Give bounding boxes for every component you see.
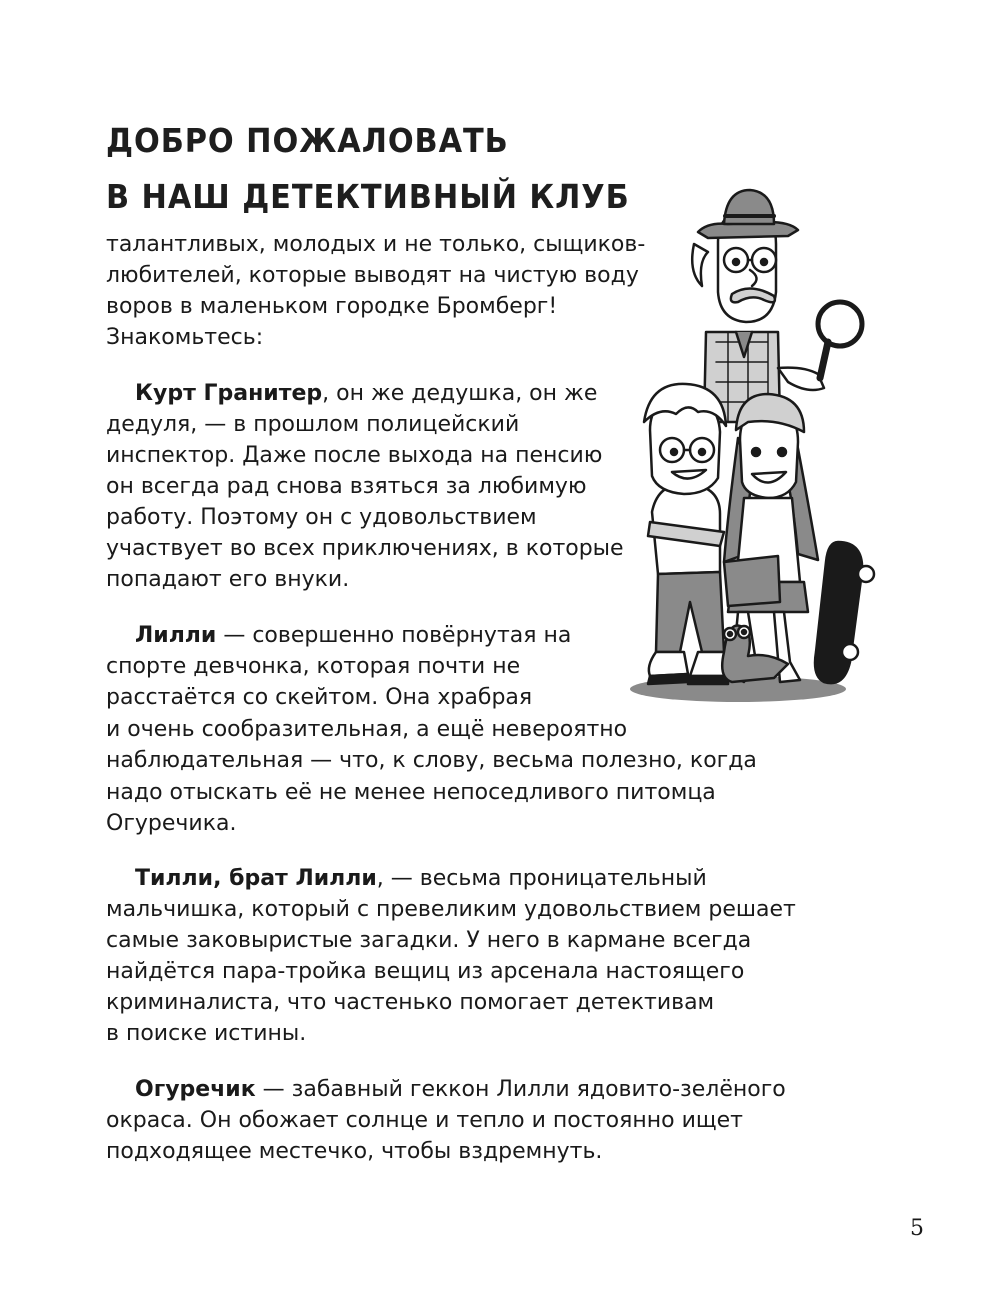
detectives-illustration-icon	[628, 182, 888, 712]
intro-line: талантливых, молодых и не только, сыщиков-	[106, 232, 646, 257]
ogurechik-line: окраса. Он обожает солнце и тепло и постоянно ищет	[106, 1108, 743, 1133]
tilli-paragraph-first-line	[135, 863, 707, 894]
lilli-line: наблюдательная — что, к слову, весьма полезно, когда	[106, 748, 757, 773]
tilli-figure	[644, 384, 728, 684]
heading-line-2: В НАШ ДЕТЕКТИВНЫЙ КЛУБ	[106, 177, 630, 216]
kurt-line: инспектор. Даже после выхода на пенсию	[106, 443, 603, 468]
heading-line-1: ДОБРО ПОЖАЛОВАТЬ	[106, 121, 509, 160]
page-number: 5	[910, 1216, 924, 1241]
tilli-line: мальчишка, который с превеликим удовольствием решает	[106, 897, 796, 922]
kurt-text: , он же дедушка, он же	[322, 381, 598, 406]
tilli-line: найдётся пара-тройка вещиц из арсенала настоящего	[106, 959, 745, 984]
kurt-paragraph-first-line	[135, 378, 597, 409]
grandpa-figure	[692, 190, 862, 422]
lilli-line: надо отыскать её не менее непоседливого питомца	[106, 780, 716, 805]
lilli-text: — совершенно повёрнутая на	[216, 623, 572, 648]
kurt-line: он всегда рад снова взяться за любимую	[106, 474, 587, 499]
ogurechik-line: подходящее местечко, чтобы вздремнуть.	[106, 1139, 603, 1164]
tilli-line: в поиске истины.	[106, 1021, 307, 1046]
kurt-name: Курт Гранитер	[135, 381, 323, 406]
tilli-line: криминалиста, что частенько помогает детективам	[106, 990, 715, 1015]
tilli-name: Тилли, брат Лилли	[135, 866, 377, 891]
intro-line: любителей, которые выводят на чистую воду	[106, 263, 639, 288]
intro-line: воров в маленьком городке Бромберг!	[106, 294, 558, 319]
page-heading	[106, 113, 630, 225]
kurt-line: дедуля, — в прошлом полицейский	[106, 412, 520, 437]
ogurechik-name: Огуречик	[135, 1077, 256, 1102]
kurt-line: работу. Поэтому он с удовольствием	[106, 505, 537, 530]
ogurechik-text: — забавный геккон Лилли ядовито-зелёного	[255, 1077, 786, 1102]
skateboard	[815, 542, 874, 683]
kurt-line: участвует во всех приключениях, в которые	[106, 536, 624, 561]
intro-line: Знакомьтесь:	[106, 325, 264, 350]
lilli-line: спорте девчонка, которая почти не	[106, 654, 521, 679]
lilli-line: расстаётся со скейтом. Она храбрая	[106, 685, 533, 710]
lilli-name: Лилли	[135, 623, 217, 648]
lilli-paragraph-first-line	[135, 620, 571, 651]
lilli-line: и очень сообразительная, а ещё невероятно	[106, 717, 628, 742]
tilli-line: самые заковыристые загадки. У него в кармане всегда	[106, 928, 752, 953]
lilli-line: Огуречика.	[106, 811, 237, 836]
ogurechik-paragraph-first-line	[135, 1074, 786, 1105]
tilli-text: , — весьма проницательный	[376, 866, 707, 891]
kurt-line: попадают его внуки.	[106, 567, 350, 592]
